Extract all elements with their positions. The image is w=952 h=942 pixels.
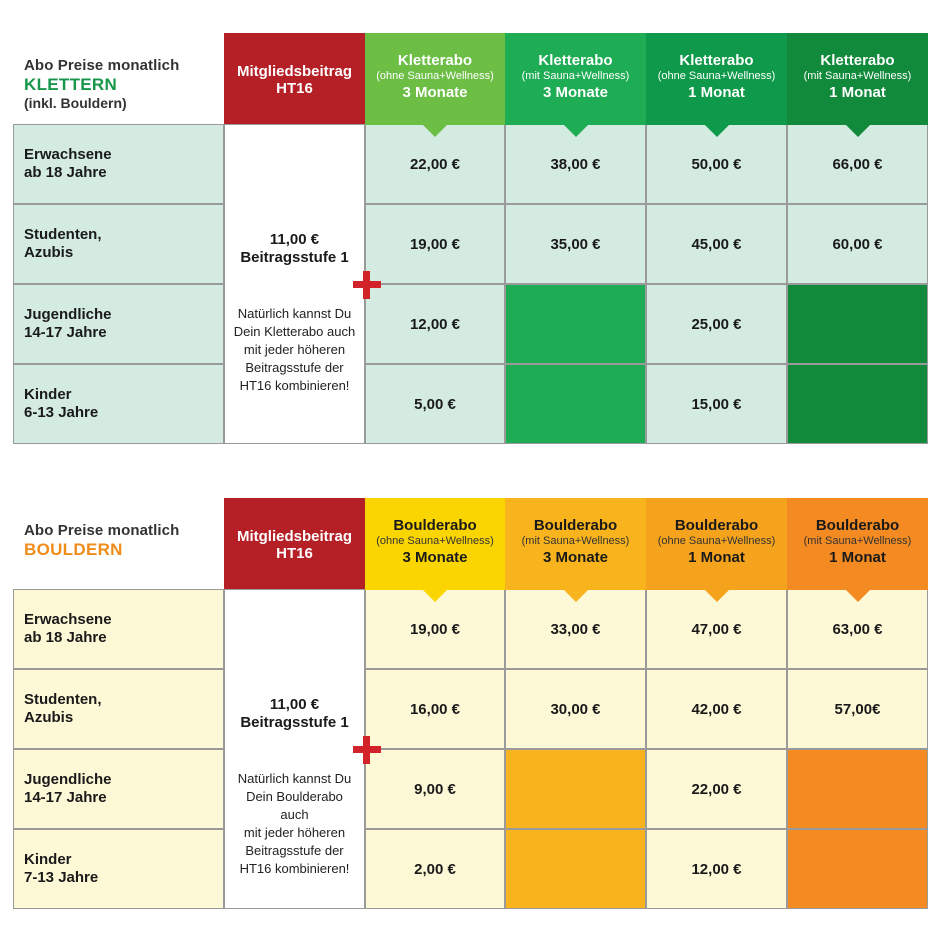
row-label-line2: Azubis [24, 709, 74, 726]
price-cell: 33,00 € [505, 589, 646, 669]
column-header-duration: 1 Monat [688, 84, 745, 101]
plus-icon [353, 271, 381, 299]
member-note-line: Natürlich kannst Du [237, 306, 352, 321]
price-cell: 47,00 € [646, 589, 787, 669]
member-fee-price: 11,00 € [269, 696, 320, 713]
member-note [231, 770, 358, 878]
price-cell: 57,00€ [787, 669, 928, 749]
row-label [13, 749, 224, 829]
column-header-arrow [564, 125, 588, 137]
row-label-text [24, 771, 112, 807]
row-label-line2: 14-17 Jahre [24, 324, 107, 341]
column-header-duration: 1 Monat [829, 549, 886, 566]
price-cell: 35,00 € [505, 204, 646, 284]
price-cell: 9,00 € [365, 749, 505, 829]
member-note-line: mit jeder höheren [243, 825, 346, 840]
column-header-sub: (ohne Sauna+Wellness) [376, 535, 494, 547]
row-label-text [24, 146, 112, 182]
member-fee-tier: Beitragsstufe 1 [240, 714, 349, 731]
column-header-sub: (ohne Sauna+Wellness) [657, 535, 776, 547]
price-cell: 38,00 € [505, 124, 646, 204]
column-header [646, 498, 787, 590]
member-fee [225, 231, 364, 267]
column-header [505, 498, 646, 590]
row-label-line2: 14-17 Jahre [24, 789, 107, 806]
member-fee-tier: Beitragsstufe 1 [240, 249, 349, 266]
member-fee-price: 11,00 € [269, 231, 320, 248]
column-header [787, 33, 928, 125]
empty-cell [505, 284, 646, 364]
row-label-line2: ab 18 Jahre [24, 164, 107, 181]
row-label [13, 364, 224, 444]
column-header-sub: (mit Sauna+Wellness) [521, 70, 630, 82]
row-label-line1: Studenten, [24, 691, 102, 708]
column-header-name: Boulderabo [674, 517, 759, 534]
bouldern-price-table [13, 589, 928, 909]
row-label-line1: Kinder [24, 851, 72, 868]
row-label [13, 829, 224, 909]
price-cell: 66,00 € [787, 124, 928, 204]
row-label-text [24, 691, 102, 727]
member-note-line: Natürlich kannst Du [237, 771, 352, 786]
row-label-line1: Kinder [24, 386, 72, 403]
member-header-line1: Mitgliedsbeitrag [236, 63, 352, 80]
column-header-name: Kletterabo [397, 52, 473, 69]
empty-cell [787, 284, 928, 364]
price-cell: 19,00 € [365, 589, 505, 669]
price-cell: 19,00 € [365, 204, 505, 284]
title-line: Abo Preise monatlich [24, 522, 180, 539]
member-fee-column [224, 589, 365, 909]
column-header-duration: 1 Monat [688, 549, 745, 566]
column-header-arrow [423, 590, 447, 602]
column-header [646, 33, 787, 125]
column-header-name: Kletterabo [679, 52, 754, 69]
column-header-name: Kletterabo [538, 52, 613, 69]
column-header-duration: 3 Monate [542, 84, 608, 101]
row-label-line2: Azubis [24, 244, 74, 261]
row-label-line1: Jugendliche [24, 306, 112, 323]
price-cell: 22,00 € [365, 124, 505, 204]
column-header [505, 33, 646, 125]
row-label-text [24, 386, 98, 422]
member-note-line: Dein Boulderabo auch [246, 789, 343, 822]
column-header-duration: 3 Monate [402, 549, 468, 566]
price-cell: 16,00 € [365, 669, 505, 749]
column-header-sub: (mit Sauna+Wellness) [521, 535, 630, 547]
column-header-name: Boulderabo [533, 517, 618, 534]
plus-icon [353, 736, 381, 764]
member-note [231, 305, 358, 395]
empty-cell [505, 829, 646, 909]
member-note-line: Beitragsstufe der [245, 843, 344, 858]
column-header [787, 498, 928, 590]
price-cell: 12,00 € [646, 829, 787, 909]
klettern-title [24, 56, 179, 113]
member-note-line: HT16 kombinieren! [239, 861, 350, 876]
column-header-sub: (mit Sauna+Wellness) [803, 535, 912, 547]
empty-cell [787, 749, 928, 829]
title-note: (inkl. Bouldern) [24, 95, 127, 111]
row-label-line2: 7-13 Jahre [24, 869, 99, 886]
member-header-line1: Mitgliedsbeitrag [236, 528, 352, 545]
column-header-name: Boulderabo [393, 517, 477, 534]
column-header-sub: (ohne Sauna+Wellness) [657, 70, 776, 82]
member-note-line: mit jeder höheren [243, 342, 346, 357]
row-label [13, 669, 224, 749]
row-label-line1: Jugendliche [24, 771, 112, 788]
price-cell: 5,00 € [365, 364, 505, 444]
member-header [224, 33, 365, 125]
member-header-line2: HT16 [276, 80, 313, 97]
member-note-line: HT16 kombinieren! [239, 378, 350, 393]
price-cell: 50,00 € [646, 124, 787, 204]
price-cell: 25,00 € [646, 284, 787, 364]
column-header-arrow [564, 590, 588, 602]
price-cell: 2,00 € [365, 829, 505, 909]
row-label-line2: 6-13 Jahre [24, 404, 99, 421]
title-sport: BOULDERN [24, 540, 123, 559]
price-cell: 45,00 € [646, 204, 787, 284]
row-label-line1: Erwachsene [24, 611, 112, 628]
column-header-arrow [846, 590, 870, 602]
column-header [365, 33, 505, 125]
member-header-line2: HT16 [276, 545, 313, 562]
price-cell: 60,00 € [787, 204, 928, 284]
empty-cell [505, 364, 646, 444]
column-header [365, 498, 505, 590]
title-line: Abo Preise monatlich [24, 57, 180, 74]
column-header-arrow [423, 125, 447, 137]
column-header-name: Kletterabo [820, 52, 895, 69]
member-fee [225, 696, 364, 732]
row-label [13, 204, 224, 284]
column-header-duration: 1 Monat [829, 84, 886, 101]
row-label [13, 284, 224, 364]
column-header-sub: (mit Sauna+Wellness) [803, 70, 912, 82]
column-header-arrow [846, 125, 870, 137]
column-header-sub: (ohne Sauna+Wellness) [376, 70, 494, 82]
row-label-line2: ab 18 Jahre [24, 629, 107, 646]
row-label-text [24, 306, 112, 342]
column-header-arrow [705, 125, 729, 137]
empty-cell [505, 749, 646, 829]
row-label-line1: Erwachsene [24, 146, 112, 163]
price-cell: 30,00 € [505, 669, 646, 749]
price-cell: 42,00 € [646, 669, 787, 749]
row-label-text [24, 226, 102, 262]
column-header-duration: 3 Monate [542, 549, 608, 566]
price-cell: 63,00 € [787, 589, 928, 669]
price-cell: 15,00 € [646, 364, 787, 444]
column-header-duration: 3 Monate [402, 84, 468, 101]
row-label-text [24, 851, 98, 887]
column-header-name: Boulderabo [815, 517, 900, 534]
price-cell: 22,00 € [646, 749, 787, 829]
row-label [13, 589, 224, 669]
member-note-line: Dein Kletterabo auch [233, 324, 356, 339]
title-sport: KLETTERN [24, 75, 118, 94]
row-label-line1: Studenten, [24, 226, 102, 243]
row-label-text [24, 611, 112, 647]
member-note-line: Beitragsstufe der [245, 360, 344, 375]
bouldern-title [24, 521, 179, 559]
klettern-price-table [13, 124, 928, 444]
row-label [13, 124, 224, 204]
empty-cell [787, 829, 928, 909]
member-fee-column [224, 124, 365, 444]
member-header [224, 498, 365, 590]
price-cell: 12,00 € [365, 284, 505, 364]
column-header-arrow [705, 590, 729, 602]
empty-cell [787, 364, 928, 444]
